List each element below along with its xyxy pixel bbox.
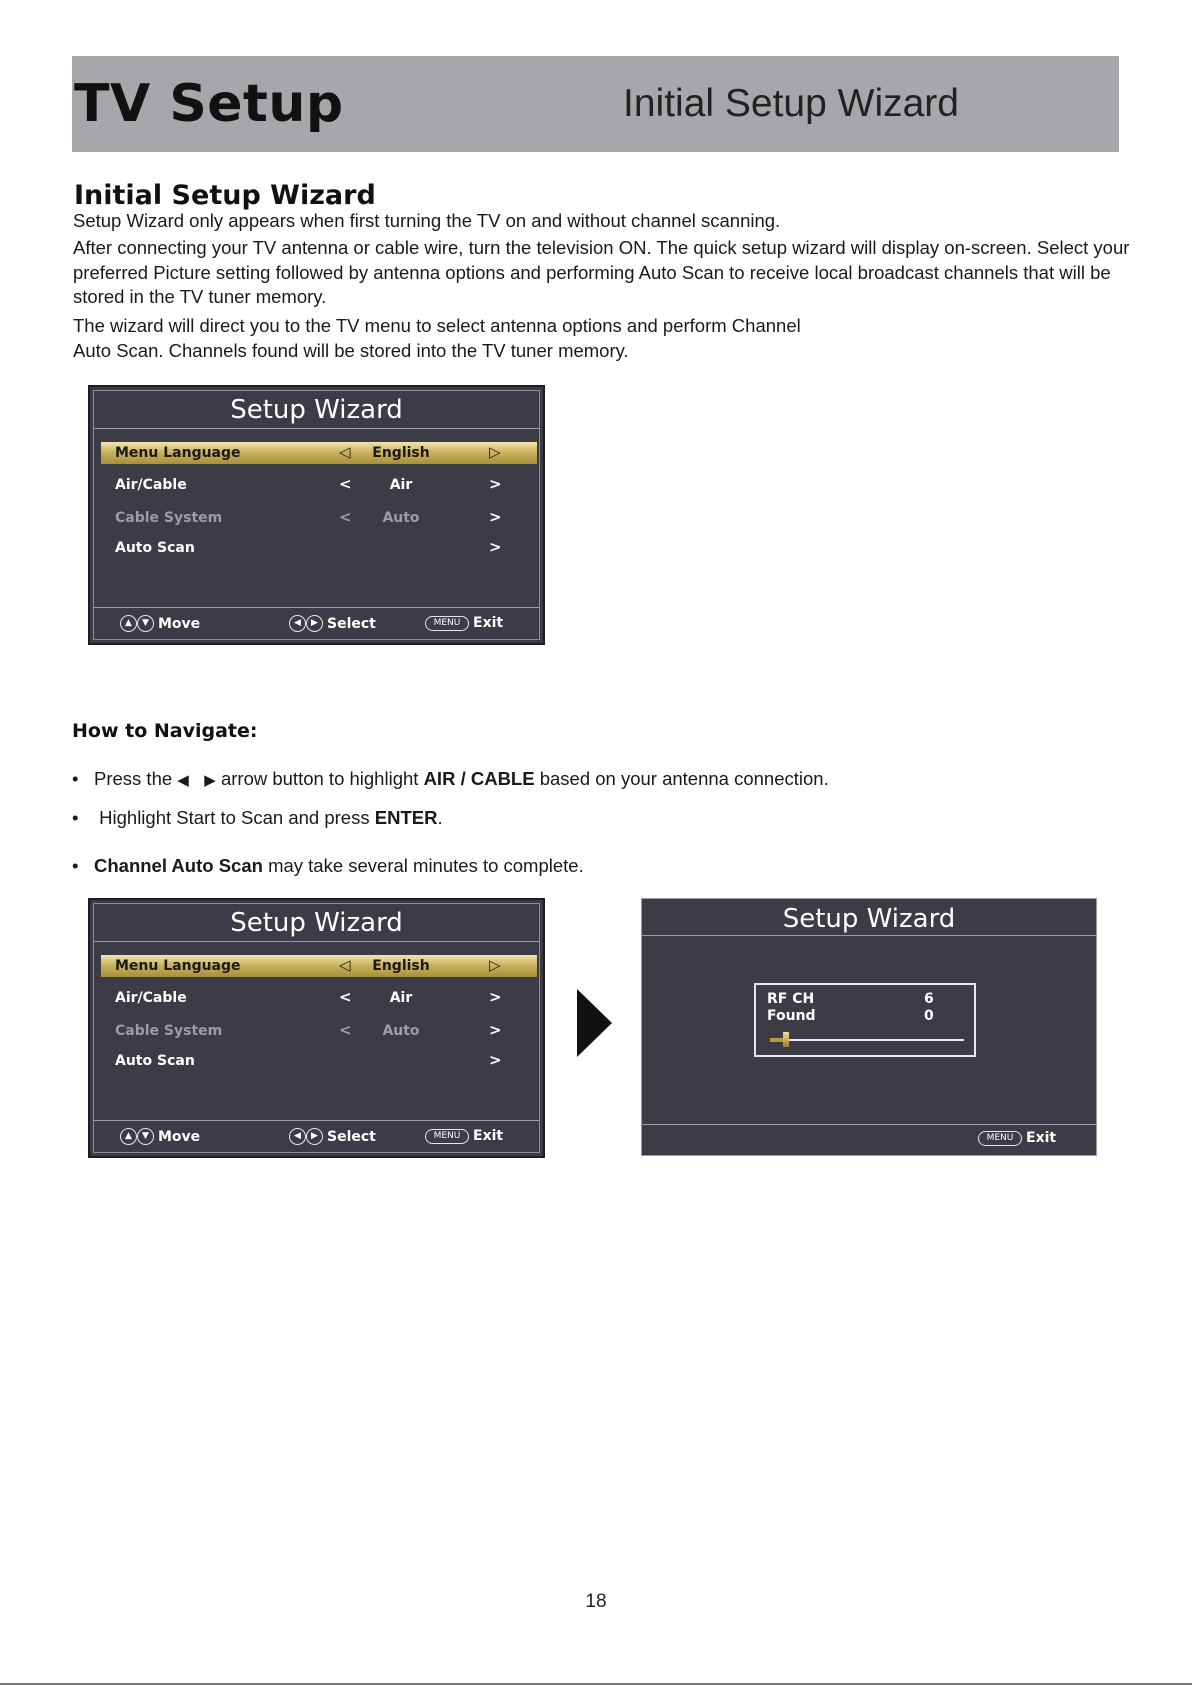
divider (642, 1124, 1096, 1125)
move-hint (120, 615, 200, 632)
up-button-icon: ▲ (120, 615, 137, 632)
wizard-footer (94, 1126, 539, 1148)
scan-progress-knob (783, 1032, 789, 1047)
bullet-text: Highlight Start to Scan and press (99, 807, 370, 828)
left-arrow-icon: ◁ (339, 443, 351, 461)
left-button-icon: ◀ (289, 1128, 306, 1145)
move-label: Move (158, 1128, 201, 1145)
row-value: Air (389, 477, 413, 493)
rf-ch-label: RF CH (767, 991, 815, 1007)
right-arrow-icon: > (489, 508, 502, 526)
left-arrow-icon: < (339, 475, 352, 493)
page-subtitle: Initial Setup Wizard (623, 82, 959, 125)
select-hint (289, 615, 376, 632)
select-label: Select (327, 615, 376, 632)
row-label: Auto Scan (115, 540, 195, 556)
row-label: Air/Cable (115, 990, 187, 1006)
auto-scan-screen (641, 898, 1097, 1156)
scan-progress-box (754, 983, 976, 1057)
row-air-cable[interactable] (101, 474, 537, 496)
wizard-title: Setup Wizard (230, 395, 403, 425)
row-value: English (372, 958, 430, 974)
setup-wizard-screen-1 (88, 385, 545, 645)
bullet-auto-scan: • Channel Auto Scan may take several minutes to complete. (72, 855, 584, 876)
row-menu-language[interactable] (101, 442, 537, 464)
navigate-heading: How to Navigate: (72, 720, 258, 742)
right-arrow-icon: ▷ (489, 443, 501, 461)
row-auto-scan[interactable] (101, 1050, 537, 1072)
menu-button-icon: MENU (978, 1131, 1022, 1146)
exit-label: Exit (473, 615, 504, 631)
row-label: Menu Language (115, 958, 241, 974)
right-button-icon: ▶ (306, 1128, 323, 1145)
bullet-bold: AIR / CABLE (423, 768, 535, 789)
down-button-icon: ▼ (137, 615, 154, 632)
exit-label: Exit (1026, 1130, 1057, 1146)
right-button-icon: ▶ (306, 615, 323, 632)
row-value: English (372, 445, 430, 461)
row-value: Air (389, 990, 413, 1006)
found-value: 0 (924, 1008, 934, 1024)
exit-hint (978, 1130, 1056, 1146)
row-label: Auto Scan (115, 1053, 195, 1069)
row-label: Cable System (115, 1023, 223, 1039)
divider (94, 428, 539, 429)
left-button-icon: ◀ (289, 615, 306, 632)
row-air-cable[interactable] (101, 987, 537, 1009)
section-heading: Initial Setup Wizard (74, 180, 376, 211)
divider (642, 935, 1096, 936)
row-label: Cable System (115, 510, 223, 526)
divider (94, 1120, 539, 1121)
select-label: Select (327, 1128, 376, 1145)
divider (94, 941, 539, 942)
wizard-title: Setup Wizard (230, 908, 403, 938)
menu-button-icon: MENU (425, 616, 469, 631)
bullet-text: arrow button to highlight (220, 768, 419, 789)
select-hint (289, 1128, 376, 1145)
page-title: TV Setup (74, 74, 344, 134)
intro-paragraph-2: After connecting your TV antenna or cable wire, turn the television ON. The quick setup wizard will display on-screen. Select your preferred Picture setting followed by antenna options and performing Auto Scan to receive local broadcast channels that will be stored in the TV tuner memory. (73, 237, 1130, 307)
divider (94, 607, 539, 608)
right-triangle-icon: ▶ (204, 772, 216, 789)
right-arrow-icon: > (489, 1021, 502, 1039)
move-hint (120, 1128, 200, 1145)
move-label: Move (158, 615, 201, 632)
row-menu-language[interactable] (101, 955, 537, 977)
scan-footer (642, 1128, 1096, 1150)
right-arrow-icon: ▷ (489, 956, 501, 974)
found-label: Found (767, 1008, 816, 1024)
up-button-icon: ▲ (120, 1128, 137, 1145)
bullet-text: may take several minutes to complete. (268, 855, 584, 876)
row-cable-system[interactable] (101, 507, 537, 529)
left-arrow-icon: < (339, 1021, 352, 1039)
bullet-text: based on your antenna connection. (539, 768, 829, 789)
left-arrow-icon: < (339, 988, 352, 1006)
bullet-air-cable: • Press the ◀ ▶ arrow button to highlight AIR / CABLE based on your antenna connection. (72, 768, 829, 789)
menu-button-icon: MENU (425, 1129, 469, 1144)
right-arrow-icon: > (489, 1051, 502, 1069)
down-button-icon: ▼ (137, 1128, 154, 1145)
right-arrow-icon: > (489, 988, 502, 1006)
bullet-bold: ENTER (374, 807, 438, 828)
right-arrow-icon: > (489, 475, 502, 493)
bullet-bold: Channel Auto Scan (94, 855, 263, 876)
exit-hint (425, 1128, 503, 1144)
row-label: Menu Language (115, 445, 241, 461)
left-arrow-icon: ◁ (339, 956, 351, 974)
intro-paragraph-1: Setup Wizard only appears when first turning the TV on and without channel scanning. (73, 210, 781, 231)
setup-wizard-screen-2 (88, 898, 545, 1158)
wizard-footer (94, 613, 539, 635)
next-arrow-icon (577, 989, 612, 1057)
row-auto-scan[interactable] (101, 537, 537, 559)
scan-progress-track (770, 1039, 964, 1041)
row-label: Air/Cable (115, 477, 187, 493)
bullet-text: Press the (94, 768, 173, 789)
left-triangle-icon: ◀ (177, 772, 189, 789)
page-number: 18 (585, 1591, 607, 1612)
intro-paragraph-3: The wizard will direct you to the TV menu to select antenna options and perform Channel Auto Scan. Channels found will be stored into the TV tuner memory. (73, 315, 801, 361)
row-cable-system[interactable] (101, 1020, 537, 1042)
scan-title: Setup Wizard (782, 904, 956, 934)
right-arrow-icon: > (489, 538, 502, 556)
left-arrow-icon: < (339, 508, 352, 526)
exit-label: Exit (473, 1128, 504, 1144)
rf-ch-value: 6 (924, 991, 934, 1007)
row-value: Auto (382, 1023, 420, 1039)
bullet-enter: • Highlight Start to Scan and press ENTER. (72, 807, 443, 828)
header-bar (72, 56, 1119, 152)
row-value: Auto (382, 510, 420, 526)
bullet-text: . (437, 807, 443, 828)
exit-hint (425, 615, 503, 631)
